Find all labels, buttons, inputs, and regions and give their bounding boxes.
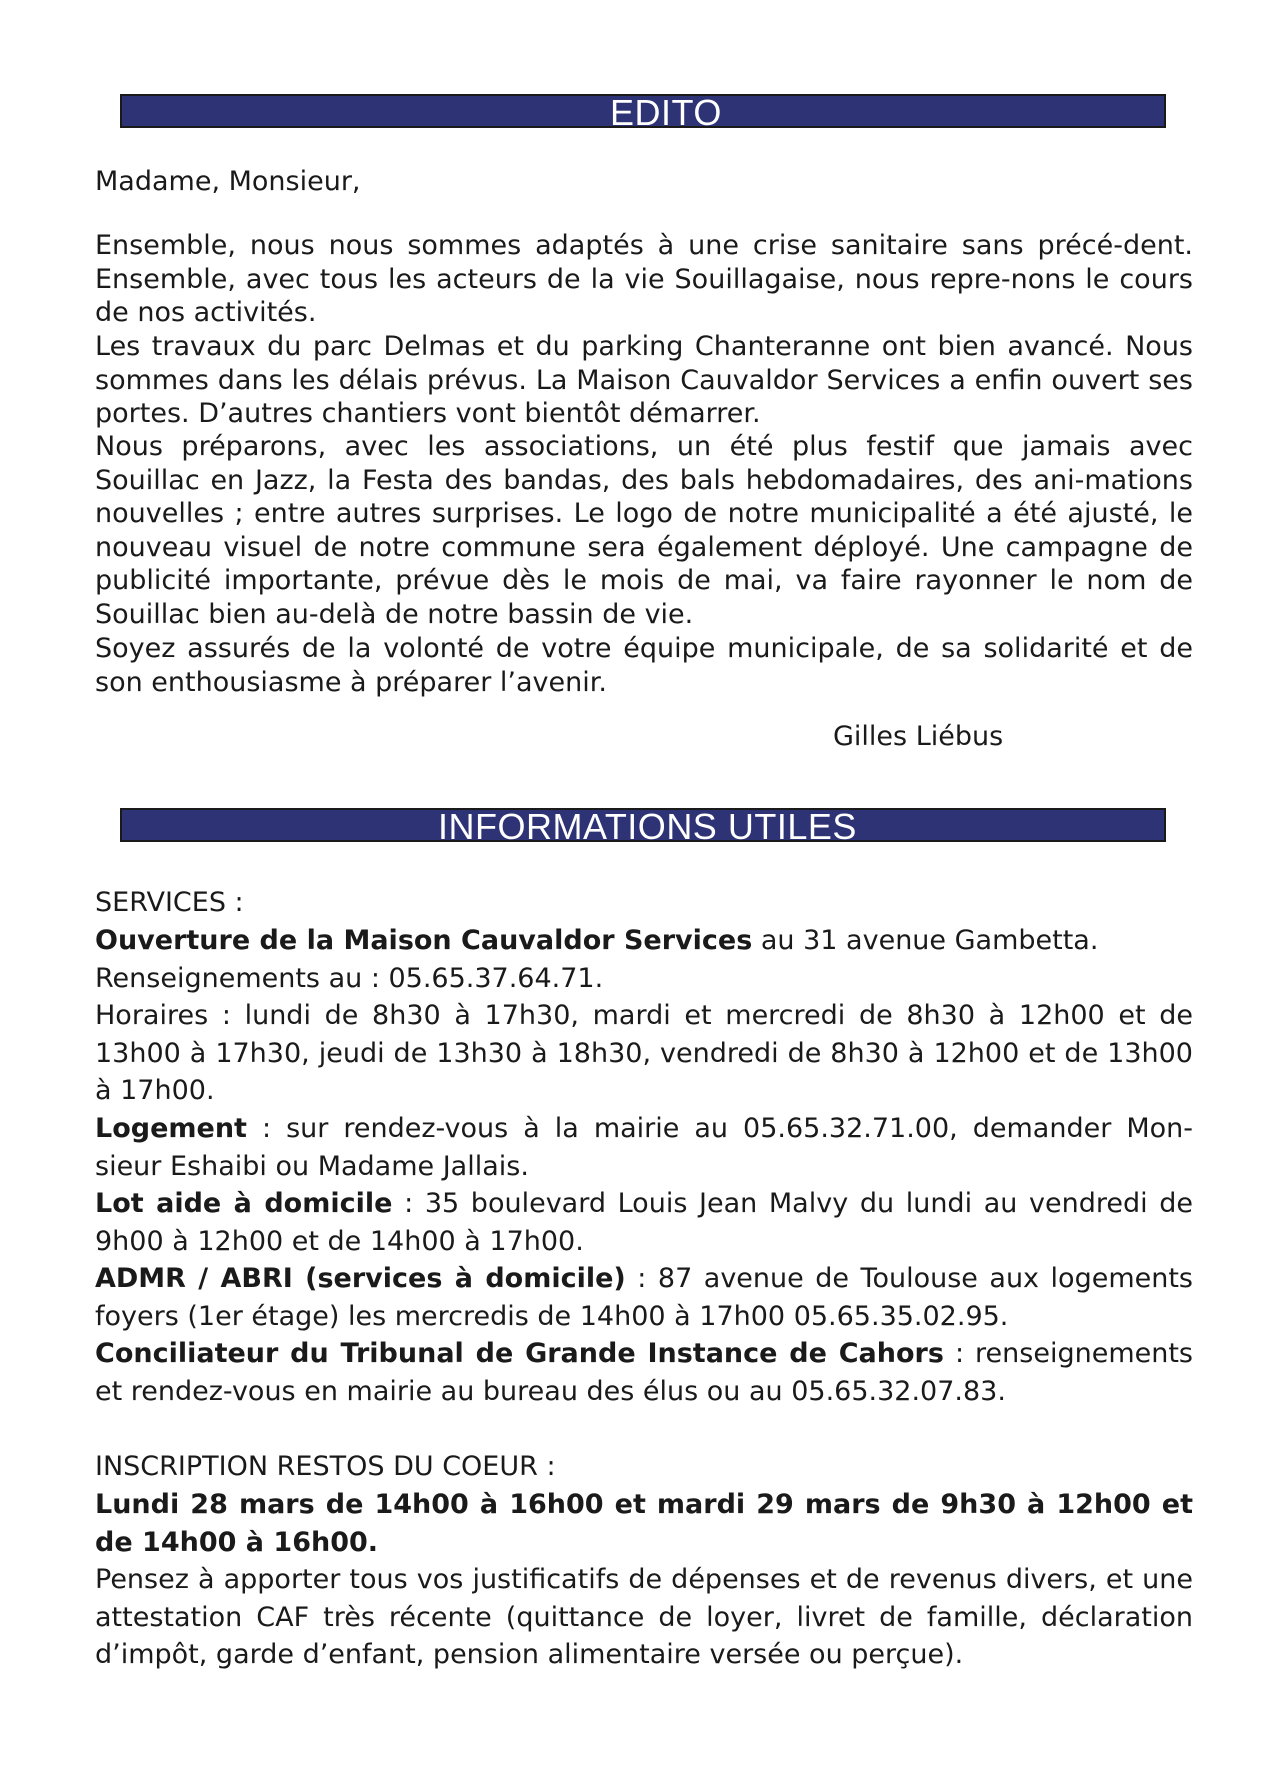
maison-label: Ouverture de la Maison Cauvaldor Services	[95, 925, 753, 956]
edito-title: EDITO	[610, 92, 722, 133]
conciliateur-paragraph	[95, 1335, 1193, 1410]
lot-aide-text: : 35 boulevard Louis Jean Malvy du lundi au vendredi de 9h00 à 12h00 et de 14h00 à 17h00.	[95, 1188, 1193, 1257]
logement-label: Logement	[95, 1113, 247, 1144]
admr-label: ADMR / ABRI (services à domicile)	[95, 1263, 626, 1294]
horaires-paragraph: Horaires : lundi de 8h30 à 17h30, mardi et mercredi de 8h30 à 12h00 et de 13h00 à 17h30, jeudi de 13h30 à 18h30, vendredi de 8h30 à 12h00 et de 13h00 à 17h00.	[95, 1000, 1193, 1106]
info-banner	[120, 806, 1166, 847]
admr-text: : 87 avenue de Toulouse aux logements foyers (1er étage) les mercredis de 14h00 à 17h00 05.65.35.02.95.	[95, 1263, 1194, 1332]
edito-greeting: Madame, Monsieur,	[95, 166, 361, 197]
edito-paragraph: Nous préparons, avec les associations, un été plus festif que jamais avec Souillac en Jazz, la Festa des bandas, des bals hebdomadaires, des ani-mations nouvelles ; entre autres surprises. Le logo de notre municipalité a été ajusté, le nouveau visuel de notre commune sera également déployé. Une campagne de publicité importante, prévue dès le mois de mai, va faire rayonner le nom de Souillac bien au-delà de notre bassin de vie.	[95, 431, 1193, 630]
services-heading: SERVICES :	[95, 887, 244, 918]
restos-paragraph: Pensez à apporter tous vos justificatifs de dépenses et de revenus divers, et une attestation CAF très récente (quittance de loyer, livret de famille, déclaration d’impôt, garde d’enfant, pension alimentaire versée ou perçue).	[95, 1564, 1193, 1670]
renseignements-line: Renseignements au : 05.65.37.64.71.	[95, 963, 604, 994]
edito-paragraph: Soyez assurés de la volonté de votre équipe municipale, de sa solidarité et de son enthousiasme à préparer l’avenir.	[95, 633, 1193, 698]
edito-paragraph: Les travaux du parc Delmas et du parking Chanteranne ont bien avancé. Nous sommes dans les délais prévus. La Maison Cauvaldor Services a enfin ouvert ses portes. D’autres chantiers vont bientôt démarrer.	[95, 331, 1193, 429]
logement-text: : sur rendez-vous à la mairie au 05.65.32.71.00, demander Mon-sieur Eshaibi ou Madame Jallais.	[95, 1113, 1193, 1182]
edito-paragraph: Ensemble, nous nous sommes adaptés à une crise sanitaire sans précé-dent. Ensemble, avec tous les acteurs de la vie Souillagaise, nous repre-nons le cours de nos activités.	[95, 230, 1193, 328]
maison-cauvaldor-line	[95, 922, 1193, 960]
logement-paragraph	[95, 1110, 1193, 1185]
signature: Gilles Liébus	[833, 721, 1004, 752]
restos-heading: INSCRIPTION RESTOS DU COEUR :	[95, 1451, 556, 1482]
info-title: INFORMATIONS UTILES	[438, 806, 857, 847]
lot-aide-paragraph	[95, 1185, 1193, 1260]
edito-banner	[120, 92, 1166, 133]
admr-paragraph	[95, 1260, 1193, 1335]
conciliateur-label: Conciliateur du Tribunal de Grande Instance de Cahors	[95, 1338, 944, 1369]
restos-dates: Lundi 28 mars de 14h00 à 16h00 et mardi 29 mars de 9h30 à 12h00 et de 14h00 à 16h00.	[95, 1489, 1193, 1558]
conciliateur-text: : renseignements et rendez-vous en mairie au bureau des élus ou au 05.65.32.07.83.	[95, 1338, 1193, 1407]
lot-aide-label: Lot aide à domicile	[95, 1188, 393, 1219]
maison-address: au 31 avenue Gambetta.	[752, 925, 1099, 956]
